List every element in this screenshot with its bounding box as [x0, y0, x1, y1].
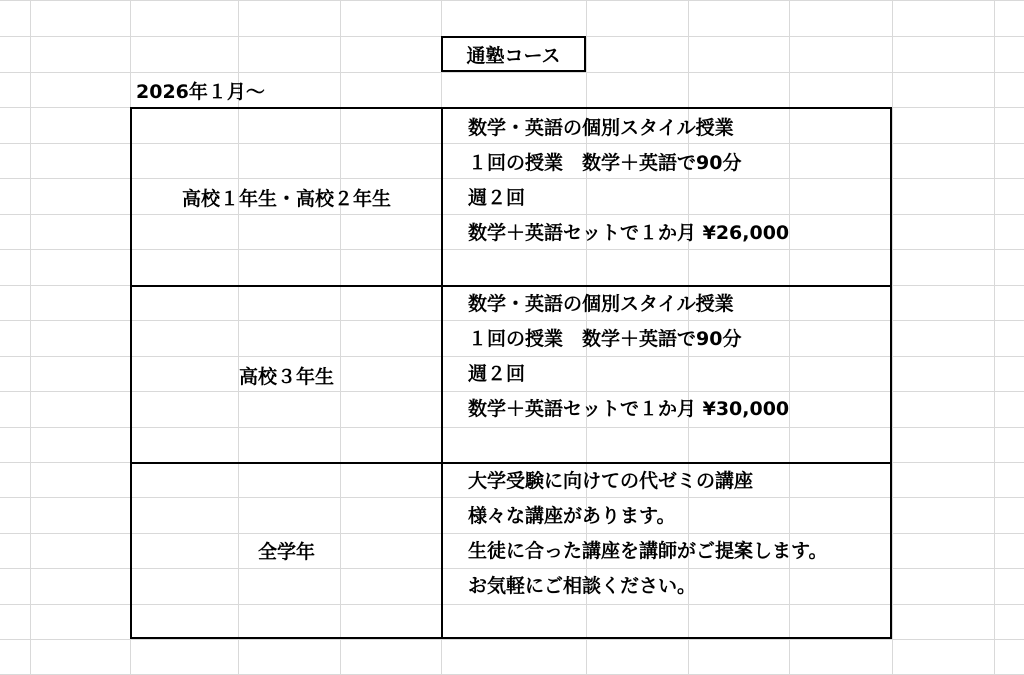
grade-cell-3[interactable]: 全学年	[257, 541, 315, 563]
detail-line: お気軽にご相談ください。	[468, 575, 697, 597]
detail-line: 生徒に合った講座を講師がご提案します。	[468, 540, 828, 562]
detail-line: 数学・英語の個別スタイル授業	[468, 117, 734, 139]
column-divider	[441, 109, 443, 637]
start-date-label: 2026年１月～	[136, 81, 265, 103]
grade-cell-1[interactable]: 高校１年生・高校２年生	[181, 187, 391, 210]
detail-line: １回の授業 数学＋英語で90分	[468, 152, 742, 174]
detail-line: 様々な講座があります。	[468, 505, 676, 527]
detail-line: １回の授業 数学＋英語で90分	[468, 328, 742, 350]
detail-line: 週２回	[468, 363, 526, 385]
detail-line: 数学・英語の個別スタイル授業	[468, 293, 734, 315]
detail-line: 数学＋英語セットで１か月 ¥26,000	[468, 222, 790, 244]
course-title: 通塾コース	[441, 36, 586, 72]
detail-line: 週２回	[468, 187, 526, 209]
grade-cell-2[interactable]: 高校３年生	[238, 365, 334, 388]
detail-line: 数学＋英語セットで１か月 ¥30,000	[468, 398, 790, 420]
detail-line: 大学受験に向けての代ゼミの講座	[468, 470, 754, 492]
course-table	[130, 107, 892, 639]
